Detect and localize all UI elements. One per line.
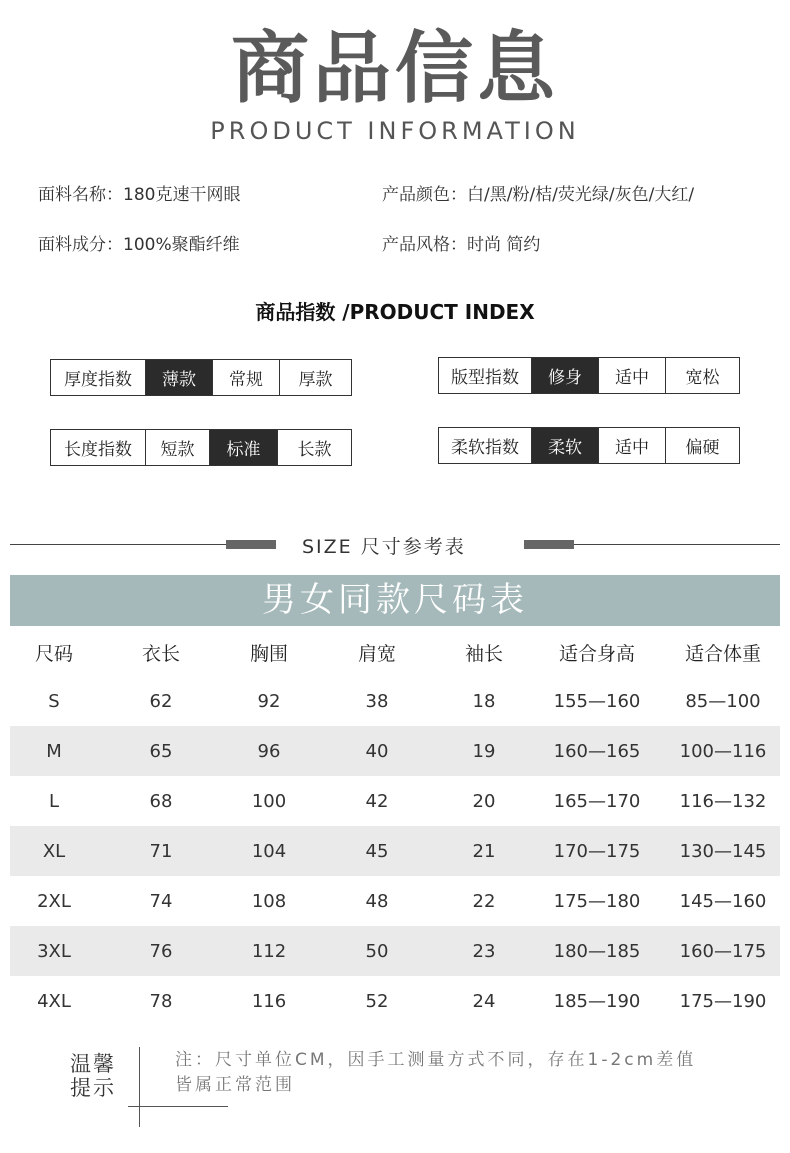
note-text-line2: 皆属正常范围 xyxy=(175,1075,295,1095)
note-vertical-line xyxy=(139,1047,140,1127)
table-cell: 20 xyxy=(472,790,496,812)
table-cell: 65 xyxy=(149,740,173,762)
table-cell: 22 xyxy=(472,890,496,912)
divider-line-left xyxy=(10,544,226,545)
length-option-long: 长款 xyxy=(277,430,351,465)
table-cell: 96 xyxy=(257,740,281,762)
table-cell: 50 xyxy=(365,940,389,962)
table-cell: 19 xyxy=(472,740,496,762)
thickness-index xyxy=(50,359,352,396)
table-row xyxy=(10,876,780,926)
softness-option-hard: 偏硬 xyxy=(665,428,739,463)
table-cell: 38 xyxy=(365,690,389,712)
table-cell: 76 xyxy=(149,940,173,962)
table-cell: 112 xyxy=(251,940,287,962)
fit-option-medium: 适中 xyxy=(598,358,665,393)
table-cell: 85—100 xyxy=(685,690,761,712)
table-cell: S xyxy=(48,690,60,712)
size-table-header-row xyxy=(10,627,780,677)
table-cell: 116—132 xyxy=(679,790,767,812)
divider-bar-right xyxy=(524,540,574,549)
softness-option-medium: 适中 xyxy=(598,428,665,463)
table-cell: 175—190 xyxy=(679,990,767,1012)
note-label-line1: 温馨 xyxy=(70,1052,116,1076)
fit-option-slim: 修身 xyxy=(531,358,598,393)
table-cell: M xyxy=(46,740,62,762)
table-cell: 2XL xyxy=(37,890,71,912)
length-option-standard: 标准 xyxy=(209,430,277,465)
table-row xyxy=(10,776,780,826)
table-cell: 24 xyxy=(472,990,496,1012)
thickness-label: 厚度指数 xyxy=(64,370,132,390)
fit-option-loose: 宽松 xyxy=(665,358,739,393)
softness-label: 柔软指数 xyxy=(451,438,519,458)
size-table-title: 男女同款尺码表 xyxy=(10,575,780,626)
table-cell: 104 xyxy=(251,840,287,862)
column-header: 袖长 xyxy=(464,642,503,665)
length-index xyxy=(50,429,352,466)
product-style: 产品风格：时尚 简约 xyxy=(382,235,541,255)
product-colors: 产品颜色：白/黑/粉/桔/荧光绿/灰色/大红/ xyxy=(382,185,695,205)
table-cell: 170—175 xyxy=(553,840,641,862)
table-cell: 40 xyxy=(365,740,389,762)
table-cell: 100—116 xyxy=(679,740,767,762)
table-row xyxy=(10,976,780,1026)
softness-option-soft: 柔软 xyxy=(531,428,598,463)
table-cell: 45 xyxy=(365,840,389,862)
thickness-option-thin: 薄款 xyxy=(145,360,212,395)
divider-bar-left xyxy=(226,540,276,549)
note-text-line1: 注：尺寸单位CM，因手工测量方式不同，存在1-2cm差值 xyxy=(175,1050,697,1070)
table-cell: 48 xyxy=(365,890,389,912)
column-header: 肩宽 xyxy=(357,642,396,665)
column-header: 胸围 xyxy=(249,642,288,665)
divider-line-right xyxy=(574,544,780,545)
fit-index xyxy=(438,357,740,394)
table-cell: 155—160 xyxy=(553,690,641,712)
page-subtitle: PRODUCT INFORMATION xyxy=(210,117,580,145)
note-label-line2: 提示 xyxy=(70,1076,116,1100)
index-title: 商品指数 /PRODUCT INDEX xyxy=(255,300,535,324)
table-cell: 100 xyxy=(251,790,287,812)
table-cell: L xyxy=(48,790,60,812)
fabric-composition: 面料成分：100%聚酯纤维 xyxy=(38,235,240,255)
table-row xyxy=(10,676,780,726)
table-cell: 165—170 xyxy=(553,790,641,812)
size-section-title: SIZE 尺寸参考表 xyxy=(302,536,466,558)
table-cell: 160—175 xyxy=(679,940,767,962)
table-cell: 3XL xyxy=(37,940,71,962)
table-row xyxy=(10,726,780,776)
table-cell: 21 xyxy=(472,840,496,862)
length-label: 长度指数 xyxy=(64,440,132,460)
table-cell: 62 xyxy=(149,690,173,712)
table-cell: 74 xyxy=(149,890,173,912)
page-title: 商品信息 xyxy=(230,24,559,114)
table-cell: 116 xyxy=(251,990,287,1012)
table-cell: 42 xyxy=(365,790,389,812)
thickness-option-thick: 厚款 xyxy=(279,360,351,395)
table-cell: 68 xyxy=(149,790,173,812)
table-cell: 130—145 xyxy=(679,840,767,862)
table-cell: 92 xyxy=(257,690,281,712)
fabric-name: 面料名称：180克速干网眼 xyxy=(38,185,241,205)
column-header: 适合体重 xyxy=(684,642,761,665)
table-cell: 145—160 xyxy=(679,890,767,912)
softness-index xyxy=(438,427,740,464)
table-cell: 52 xyxy=(365,990,389,1012)
note-horizontal-line xyxy=(128,1106,228,1107)
table-cell: 175—180 xyxy=(553,890,641,912)
table-cell: XL xyxy=(42,840,66,862)
table-cell: 71 xyxy=(149,840,173,862)
table-cell: 18 xyxy=(472,690,496,712)
table-cell: 185—190 xyxy=(553,990,641,1012)
column-header: 尺码 xyxy=(34,642,73,665)
column-header: 衣长 xyxy=(141,642,180,665)
table-cell: 108 xyxy=(251,890,287,912)
table-row xyxy=(10,826,780,876)
table-row xyxy=(10,926,780,976)
table-cell: 23 xyxy=(472,940,496,962)
table-cell: 160—165 xyxy=(553,740,641,762)
column-header: 适合身高 xyxy=(558,642,635,665)
fit-label: 版型指数 xyxy=(451,368,519,388)
table-cell: 78 xyxy=(149,990,173,1012)
table-cell: 180—185 xyxy=(553,940,641,962)
length-option-short: 短款 xyxy=(145,430,209,465)
thickness-option-regular: 常规 xyxy=(212,360,279,395)
table-cell: 4XL xyxy=(37,990,71,1012)
